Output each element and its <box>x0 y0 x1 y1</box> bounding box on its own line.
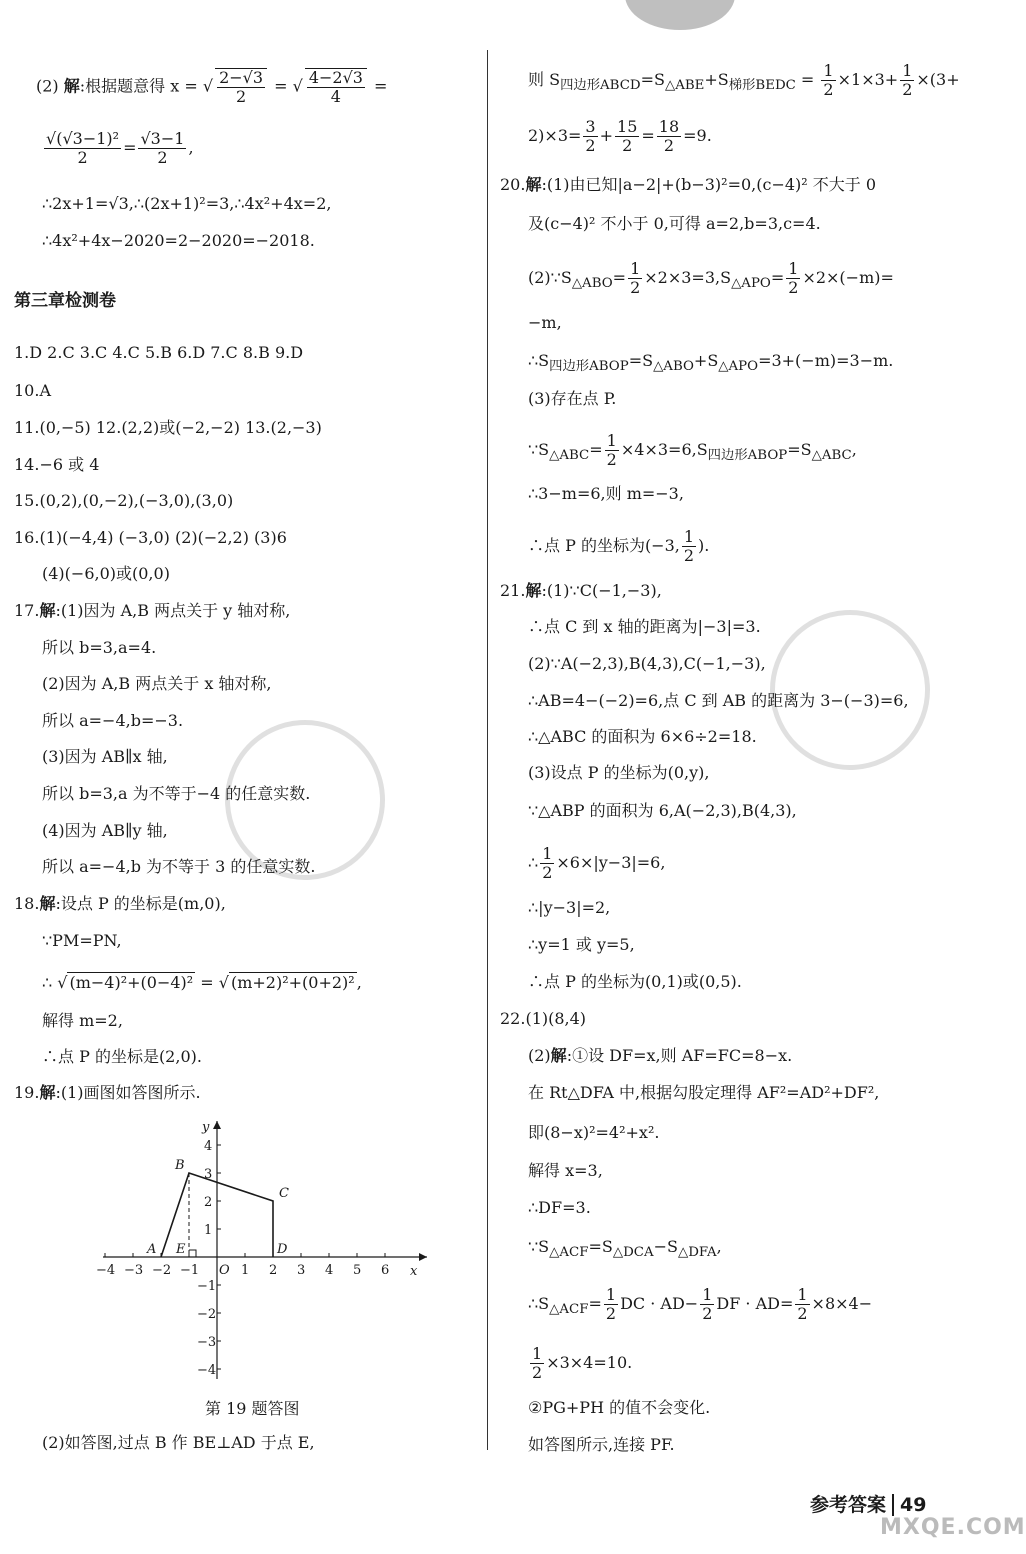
answer-19: 19.解:(1)画图如答图所示. <box>14 1083 201 1102</box>
answer-18: 18.解:设点 P 的坐标是(m,0), <box>14 894 226 913</box>
x-tick-label: 4 <box>325 1263 334 1278</box>
point-label-D: D <box>277 1242 288 1257</box>
y-tick-label: −2 <box>197 1307 217 1322</box>
q19-area-line1: 则 $S_{四边形ABCD}=S_{\triangle ABE}+S_{梯形BEDC}$ = $\frac{1}{2}$ ×1×3+ $\frac{1}{2}$ ×(3+ <box>528 61 960 99</box>
answer-20-9: ∴点 P 的坐标为(−3, $\frac{1}{2}$ ). <box>528 527 710 565</box>
section-title: 第三章检测卷 <box>14 291 116 311</box>
answer-17-5: (3)因为 AB∥x 轴, <box>42 747 168 766</box>
page-number: 49 <box>892 1494 926 1516</box>
answer-17-4: 所以 a=−4,b=−3. <box>42 711 184 730</box>
answer-20-7: $\because S_{\triangle ABC}=$ $\frac{1}{2}$ $\times 4\times 3=6,S_{四边形ABOP}=S_{\triangle ABC}$, <box>528 431 857 469</box>
y-tick-label: 1 <box>204 1223 213 1238</box>
x-tick-label: −1 <box>180 1263 200 1278</box>
answer-22: 22.(1)(8,4) <box>500 1009 587 1028</box>
answer-18-2: ∵PM=PN, <box>42 931 122 950</box>
answers-11-13: 11.(0,−5) 12.(2,2)或(−2,−2) 13.(2,−3) <box>14 418 322 437</box>
site-watermark: MXQE.COM <box>880 1515 1026 1540</box>
answer-17-6: 所以 b=3,a 为不等于−4 的任意实数. <box>42 784 311 803</box>
y-axis-arrow <box>213 1121 221 1129</box>
answer-21-4: ∴AB=4−(−2)=6,点 C 到 AB 的距离为 3−(−3)=6, <box>528 691 909 710</box>
y-tick-label: 4 <box>204 1139 213 1154</box>
answer-20-5: $\therefore S_{四边形ABOP}=S_{\triangle ABO}+S_{\triangle APO}=3+(-m)=3-m$. <box>528 351 894 375</box>
answer-17-2: 所以 b=3,a=4. <box>42 638 157 657</box>
answer-17: 17.解:(1)因为 A,B 两点关于 y 轴对称, <box>14 601 291 620</box>
answer-18-5: ∴点 P 的坐标是(2,0). <box>42 1047 202 1066</box>
graph-caption: 第 19 题答图 <box>205 1399 300 1418</box>
x-tick-label: 5 <box>353 1263 362 1278</box>
y-tick-label: 2 <box>204 1195 213 1210</box>
answer-15: 15.(0,2),(0,−2),(−3,0),(3,0) <box>14 491 234 510</box>
q-prev-2-line3: ∴2x+1=√3,∴(2x+1)²=3,∴4x²+4x=2, <box>42 194 332 213</box>
answer-22-2: (2)解:①设 DF=x,则 AF=FC=8−x. <box>528 1046 793 1065</box>
header-decoration <box>625 0 735 30</box>
answer-21-7: ∵△ABP 的面积为 6,A(−2,3),B(4,3), <box>528 801 797 820</box>
y-axis-label: y <box>202 1120 210 1135</box>
y-tick-label: −3 <box>197 1335 217 1350</box>
answer-10: 10.A <box>14 381 51 400</box>
answer-22-3: 在 Rt△DFA 中,根据勾股定理得 AF²=AD²+DF², <box>528 1083 880 1102</box>
coordinate-graph <box>95 1115 435 1385</box>
answer-20-6: (3)存在点 P. <box>528 389 617 408</box>
answer-20-3: $(2)\because S_{\triangle ABO}=$ $\frac{1}{2}$ $\times 2\times 3=3,S_{\triangle APO}=$ $\frac{1}{2}$ ×2×(−m)= <box>528 259 894 297</box>
column-divider <box>487 50 488 1450</box>
answer-17-7: (4)因为 AB∥y 轴, <box>42 821 168 840</box>
q-prev-2-line4: ∴4x²+4x−2020=2−2020=−2018. <box>42 231 315 250</box>
answer-21-9: ∴|y−3|=2, <box>528 898 611 917</box>
y-tick-label: −4 <box>197 1363 217 1378</box>
answer-17-3: (2)因为 A,B 两点关于 x 轴对称, <box>42 674 272 693</box>
answer-21: 21.解:(1)∵C(−1,−3), <box>500 581 662 600</box>
answer-21-6: (3)设点 P 的坐标为(0,y), <box>528 763 710 782</box>
answer-20-4: −m, <box>528 313 562 332</box>
q19-area-line2: 2)×3= $\frac{3}{2}$ + $\frac{15}{2}$ = $\frac{18}{2}$ =9. <box>528 117 712 155</box>
answer-21-11: ∴点 P 的坐标为(0,1)或(0,5). <box>528 972 742 991</box>
x-tick-label: 3 <box>297 1263 306 1278</box>
answer-21-3: (2)∵A(−2,3),B(4,3),C(−1,−3), <box>528 654 766 673</box>
q-prev-2: (2) 解:根据题意得 x = √ $\frac{2-√3}{2}$ = √ $\frac{4-2√3}{4}$ = <box>36 68 388 106</box>
answer-14: 14.−6 或 4 <box>14 455 100 474</box>
answer-20-2: 及(c−4)² 不小于 0,可得 a=2,b=3,c=4. <box>528 214 821 233</box>
point-label-E: E <box>176 1242 186 1257</box>
answer-18-3: ∴ √ (m−4)²+(0−4)² = √ (m+2)²+(0+2)² , <box>42 973 362 992</box>
answer-19-2: (2)如答图,过点 B 作 BE⊥AD 于点 E, <box>42 1433 315 1452</box>
x-tick-label: 1 <box>241 1263 250 1278</box>
x-tick-label: 6 <box>381 1263 390 1278</box>
answer-21-2: ∴点 C 到 x 轴的距离为|−3|=3. <box>528 617 761 636</box>
y-tick-label: −1 <box>197 1279 217 1294</box>
answer-22-4: 即(8−x)²=4²+x². <box>528 1123 660 1142</box>
point-label-B: B <box>175 1158 185 1173</box>
answer-21-10: ∴y=1 或 y=5, <box>528 935 635 954</box>
footer-label: 参考答案 <box>810 1494 887 1516</box>
answer-22-11: 如答图所示,连接 PF. <box>528 1435 675 1454</box>
answers-1-9: 1.D 2.C 3.C 4.C 5.B 6.D 7.C 8.B 9.D <box>14 343 304 362</box>
answer-20-8: ∴3−m=6,则 m=−3, <box>528 484 684 503</box>
page-footer <box>810 1490 926 1517</box>
x-tick-label: −4 <box>96 1263 116 1278</box>
x-tick-label: O <box>219 1263 230 1278</box>
answer-22-10: ②PG+PH 的值不会变化. <box>528 1398 711 1417</box>
right-angle-mark <box>189 1250 196 1257</box>
answer-21-5: ∴△ABC 的面积为 6×6÷2=18. <box>528 727 757 746</box>
y-tick-label: 3 <box>204 1167 213 1182</box>
answer-22-8: $\therefore S_{\triangle ACF}=$ $\frac{1}{2}$ DC · AD− $\frac{1}{2}$ DF · AD= $\frac{1}{2}$ ×8×4− <box>528 1285 873 1323</box>
answer-21-8: ∴ $\frac{1}{2}$ ×6×|y−3|=6, <box>528 844 666 882</box>
answer-18-4: 解得 m=2, <box>42 1011 123 1030</box>
answer-22-7: $\because S_{\triangle ACF}=S_{\triangle DCA}-S_{\triangle DFA}$, <box>528 1237 722 1261</box>
answer-16: 16.(1)(−4,4) (−3,0) (2)(−2,2) (3)6 <box>14 528 287 547</box>
answer-22-9: $\frac{1}{2}$ ×3×4=10. <box>532 1344 633 1382</box>
x-tick-label: 2 <box>269 1263 278 1278</box>
x-tick-label: −3 <box>124 1263 144 1278</box>
x-tick-label: −2 <box>152 1263 172 1278</box>
answer-17-8: 所以 a=−4,b 为不等于 3 的任意实数. <box>42 857 316 876</box>
q-prev-2-line2: $\frac{\text{√(√3−1)²}}{2}$ = $\frac{√3-1}{2}$ , <box>46 129 194 167</box>
answer-22-5: 解得 x=3, <box>528 1161 603 1180</box>
answer-16-b: (4)(−6,0)或(0,0) <box>42 564 170 583</box>
answer-20: 20.解:(1)由已知|a−2|+(b−3)²=0,(c−4)² 不大于 0 <box>500 175 877 194</box>
answer-22-6: ∴DF=3. <box>528 1198 591 1217</box>
point-label-A: A <box>147 1242 157 1257</box>
point-label-C: C <box>279 1186 289 1201</box>
x-axis-arrow <box>419 1253 427 1261</box>
x-axis-label: x <box>410 1264 418 1279</box>
